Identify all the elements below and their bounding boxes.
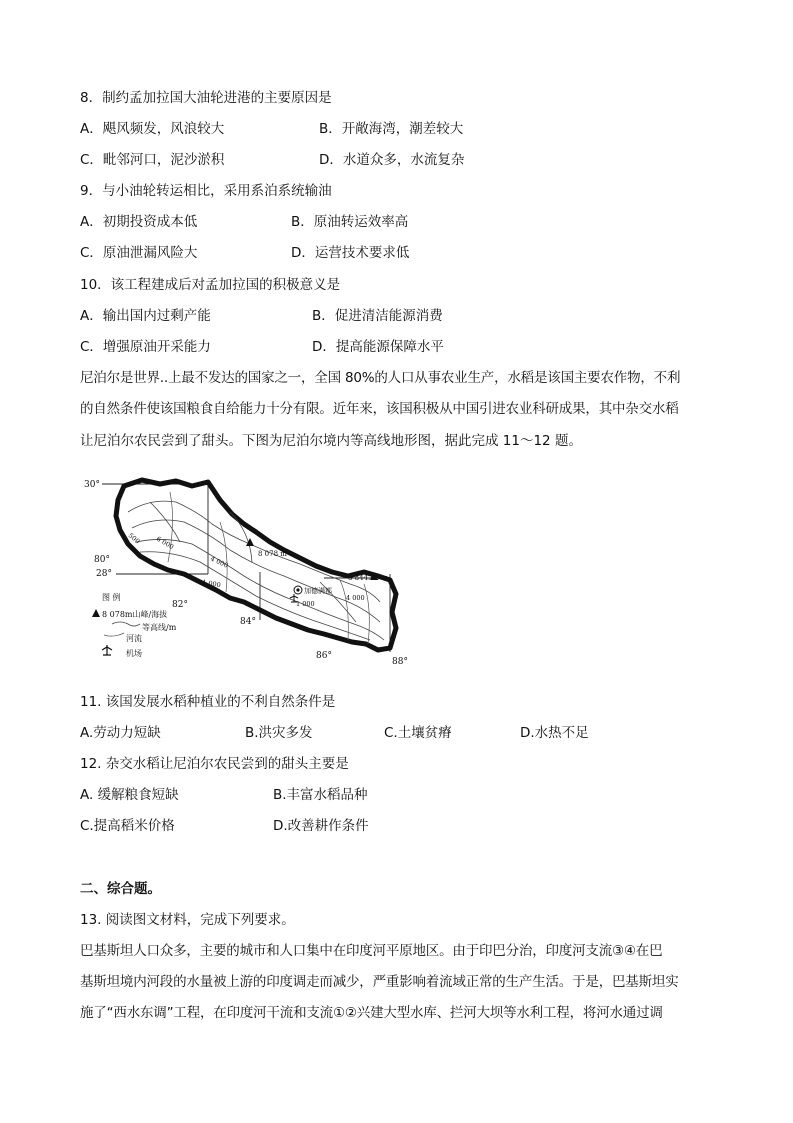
lon-88-label: 88° xyxy=(392,657,408,667)
contour-label-1000-west: 1 000 xyxy=(201,578,222,590)
q13-stem: 13. 阅读图文材料，完成下列要求。 xyxy=(80,912,295,928)
lat-30-label: 30° xyxy=(84,480,100,490)
q8-option-c: C．毗邻河口，泥沙淤积 xyxy=(80,152,225,168)
q10-stem: 10．该工程建成后对孟加拉国的积极意义是 xyxy=(80,277,341,293)
lon-80-label: 80° xyxy=(94,555,110,565)
capital-dot xyxy=(296,588,299,591)
peak-1-label: 8 078 m xyxy=(258,550,287,558)
q12-option-d: D.改善耕作条件 xyxy=(273,818,369,834)
q10-option-a: A．输出国内过剩产能 xyxy=(80,308,211,324)
legend-contour-label: 等高线/m xyxy=(142,623,177,632)
lon-84-label: 84° xyxy=(240,617,256,627)
q11-stem: 11. 该国发展水稻种植业的不利自然条件是 xyxy=(80,694,336,710)
contour-6000 xyxy=(128,501,380,602)
nepal-contour-map xyxy=(80,472,420,668)
q11-option-c: C.土壤贫瘠 xyxy=(384,725,452,741)
nepal-intro-line-2: 的自然条件使该国粮食自给能力十分有限。近年来，该国积极从中国引进农业科研成果，其中杂交水稻 xyxy=(80,401,679,417)
legend-peak-icon xyxy=(92,609,100,617)
rivers xyxy=(168,492,369,644)
q9-option-a: A．初期投资成本低 xyxy=(80,214,198,230)
q9-stem: 9．与小油轮转运相比，采用系泊系统输油 xyxy=(80,183,332,199)
legend-river-icon xyxy=(104,633,124,636)
q9-option-d: D．运营技术要求低 xyxy=(291,245,410,261)
q10-option-c: C．增强原油开采能力 xyxy=(80,339,211,355)
map-legend xyxy=(92,592,177,658)
legend-contour-icon xyxy=(112,622,140,626)
legend-airport-label: 机场 xyxy=(126,649,142,658)
legend-peak-label: 8 078m山峰/海拔 xyxy=(102,610,168,619)
contour-label-4000-west: 4 000 xyxy=(209,554,230,570)
q9-option-b: B．原油转运效率高 xyxy=(291,214,409,230)
legend-title: 图 例 xyxy=(102,593,121,602)
lat-28-label: 28° xyxy=(96,569,112,579)
q8-option-d: D．水道众多，水流复杂 xyxy=(319,152,465,168)
q8-option-a: A．飓风频发，风浪较大 xyxy=(80,121,225,137)
q9-option-c: C．原油泄漏风险大 xyxy=(80,245,198,261)
contour-label-1000-east: 1 000 xyxy=(296,600,315,608)
q10-option-b: B．促进清洁能源消费 xyxy=(312,308,443,324)
q10-option-d: D．提高能源保障水平 xyxy=(312,339,444,355)
legend-airport-icon xyxy=(102,645,112,655)
contour-label-500: 500 xyxy=(126,531,142,546)
contour-label-6000: 6 000 xyxy=(155,534,176,552)
q12-option-c: C.提高稻米价格 xyxy=(80,818,175,834)
q12-option-b: B.丰富水稻品种 xyxy=(273,787,368,803)
contour-label-4000-east: 4 000 xyxy=(346,594,365,602)
nepal-intro-line-1: 尼泊尔是世界..上最不发达的国家之一，全国 80%的人口从事农业生产，水稻是该国主要农作物，不利 xyxy=(80,370,681,386)
q13-material-line-2: 基斯坦境内河段的水量被上游的印度调走而减少，严重影响着流域正常的生产生活。于是，巴基斯坦实 xyxy=(80,974,679,990)
legend-river-label: 河流 xyxy=(126,634,142,643)
capital-label: 加德满都 xyxy=(304,587,332,595)
q11-option-d: D.水热不足 xyxy=(520,725,589,741)
river-1 xyxy=(168,492,173,562)
q11-option-a: A.劳动力短缺 xyxy=(80,725,161,741)
river-4 xyxy=(364,584,369,644)
q8-stem: 8．制约孟加拉国大油轮进港的主要原因是 xyxy=(80,90,332,106)
q13-material-line-3: 施了“西水东调”工程，在印度河干流和支流①②兴建大型水库、拦河大坝等水利工程，将河水通过调 xyxy=(80,1005,663,1021)
lon-86-label: 86° xyxy=(316,651,332,661)
section-2-title: 二、综合题。 xyxy=(80,881,161,897)
q12-option-a: A. 缓解粮食短缺 xyxy=(80,787,179,803)
q8-option-b: B．开敞海湾，潮差较大 xyxy=(319,121,464,137)
nepal-intro-line-3: 让尼泊尔农民尝到了甜头。下图为尼泊尔境内等高线地形图，据此完成 11～12 题。 xyxy=(80,433,582,449)
peak-2-label: 8 844.43 m xyxy=(348,574,389,582)
lon-82-label: 82° xyxy=(172,600,188,610)
q11-option-b: B.洪灾多发 xyxy=(245,725,313,741)
q13-material-line-1: 巴基斯坦人口众多，主要的城市和人口集中在印度河平原地区。由于印巴分治，印度河支流③④在巴 xyxy=(80,943,663,959)
q12-stem: 12. 杂交水稻让尼泊尔农民尝到的甜头主要是 xyxy=(80,756,349,772)
